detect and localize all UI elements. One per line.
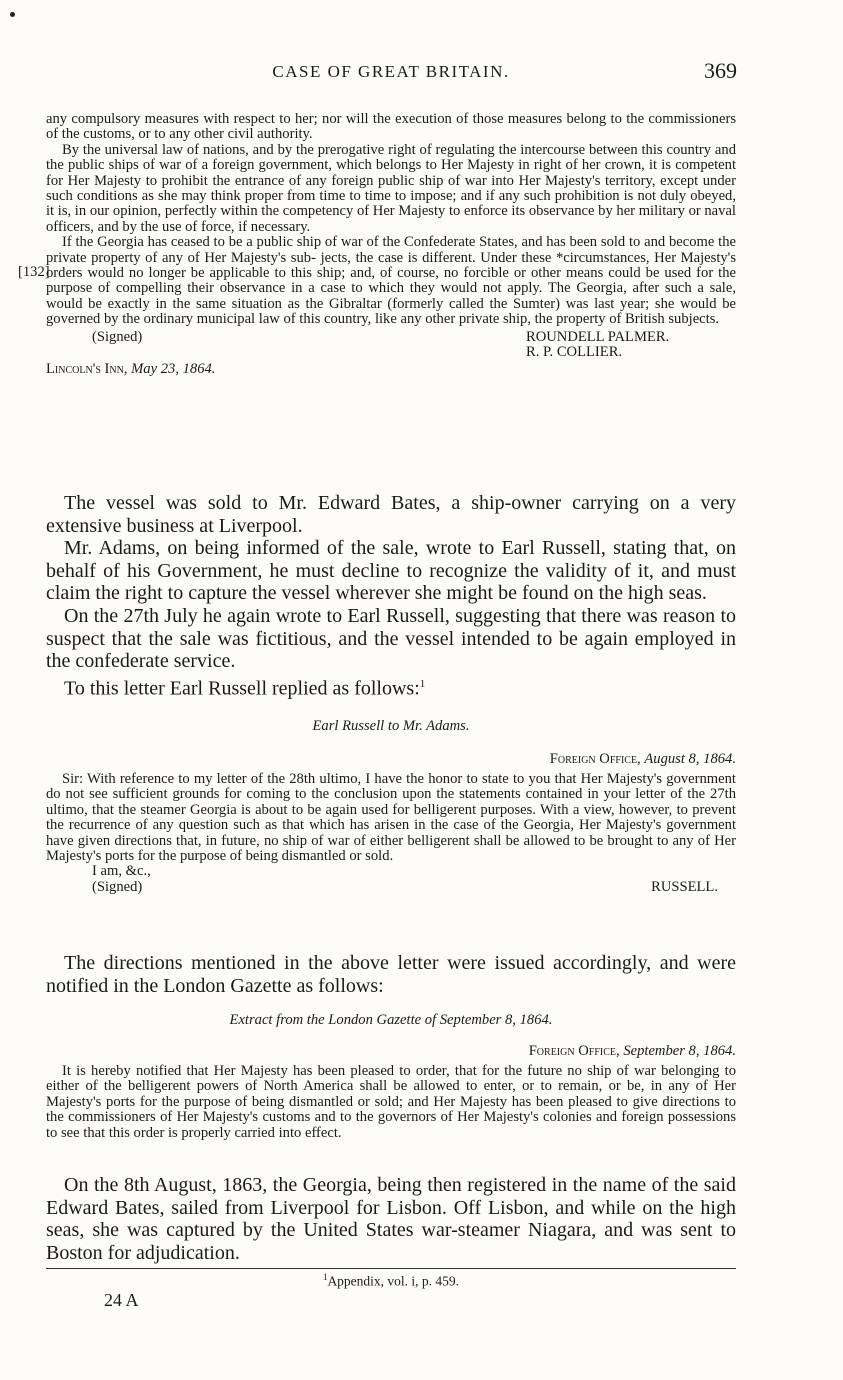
letter-closing: I am, &c.,: [92, 863, 151, 880]
opinion-block: [18, 111, 736, 377]
letter-body: Sir: With reference to my letter of the 28th ultimo, I have the honor to state to you that Her Majesty's government do not see sufficient grounds for coming to the conclusion upon the statements contained in your letter of the 27th ultimo, that the steamer Georgia is about to be again used for belligerent purposes. With a view, however, to prevent the recurrence of any question such as that which has arisen in the case of the Georgia, Her Majesty's government have given directions that, in future, no ship of war of either belligerent shall be allowed to be brought to any of Her Majesty's ports for the purpose of being dismantled or sold.: [46, 771, 736, 865]
gazette-office: Foreign Office,: [528, 1043, 620, 1059]
opinion-paragraph-2: By the universal law of nations, and by the prerogative right of regulating the intercourse between this country and the public ships of war of a foreign government, which belongs to Her Majesty in right of her crown, it is competent for Her Majesty to prohibit the entrance of any foreign public ship of war into Her Majesty's territory, except under such conditions as she may think proper from time to time to impose; and if any such prohibition is not duly obeyed, it is, in our opinion, perfectly within the competency of Her Majesty to enforce its observance by her military or naval officers, and by the use of force, if necessary.: [46, 141, 736, 235]
letter-signed-label: (Signed): [92, 878, 143, 895]
opinion-paragraph-1: any compulsory measures with respect to her; nor will the execution of those measures belong to the commissioners of the customs, or to any other civil authority.: [46, 111, 736, 143]
opinion-signature-row-2: [46, 345, 736, 360]
narrative-paragraph-4-text: To this letter Earl Russell replied as follows:: [64, 677, 420, 700]
narrative-paragraph-5: The directions mentioned in the above letter were issued accordingly, and were notified in the London Gazette as follows:: [46, 952, 736, 997]
footnote-mark: 1: [322, 1272, 328, 1282]
signature-mark: 24 A: [104, 1290, 139, 1310]
footnote-reference: 1: [419, 677, 426, 690]
gazette-heading: Extract from the London Gazette of September 8, 1864.: [229, 1012, 553, 1028]
signatory-palmer: ROUNDELL PALMER.: [526, 328, 670, 345]
narrative-paragraph-3: On the 27th July he again wrote to Earl Russell, suggesting that there was reason to suspect that the sale was fictitious, and the vessel intended to be again employed in the confederate service.: [46, 604, 736, 673]
footnote-text: Appendix, vol. i, p. 459.: [327, 1273, 460, 1289]
gazette-body: It is hereby notified that Her Majesty has been pleased to order, that for the future no ship of war belonging to either of the belligerent powers of North America shall be allowed to enter, or to remain, or be, in any of Her Majesty's ports for the purpose of being dismantled or sold; and Her Majesty has been pleased to give directions to the commissioners of Her Majesty's customs and to the governors of Her Majesty's colonies and foreign possessions to see that this order is properly carried into effect.: [46, 1063, 736, 1141]
dateline-date: May 23, 1864.: [131, 360, 216, 377]
narrative-paragraph-1: The vessel was sold to Mr. Edward Bates, a ship-owner carrying on a very extensive business at Liverpool.: [46, 492, 736, 537]
letter-block: [46, 718, 736, 895]
narrative-paragraph-2: Mr. Adams, on being informed of the sale, wrote to Earl Russell, stating that, on behalf of his Government, he must decline to recognize the validity of it, and must claim the right to capture the vessel wherever she might be found on the high seas.: [46, 537, 736, 605]
dateline-place: Lincoln's Inn,: [46, 360, 128, 377]
letter-signer: RUSSELL.: [651, 878, 718, 895]
opinion-paragraph-3b: jects, the case is different. Under these *circumstances, Her Majesty's orders would no longer be applicable to this ship; and, of course, no forcible or other means could be used for the purpose of compelling their observance in a case to which they would not apply. The Georgia, after such a sale, would be exactly in the same situation as the Gibraltar (formerly called the Sumter) was last year; she would be governed by the ordinary municipal law of this country, like any other private ship, the property of British subjects.: [46, 249, 736, 328]
footnote-rule: [46, 1268, 736, 1269]
letter-office: Foreign Office,: [549, 751, 641, 767]
narrative-paragraph-6: On the 8th August, 1863, the Georgia, being then registered in the name of the said Edward Bates, sailed from Liverpool for Lisbon. Off Lisbon, and while on the high seas, she was captured by the United States war-steamer Niagara, and was sent to Boston for adjudication.: [46, 1174, 736, 1264]
narrative-block-3: [46, 1174, 736, 1264]
signed-label: (Signed): [92, 328, 143, 345]
footnote: [46, 1272, 736, 1290]
narrative-block-2: [46, 952, 736, 997]
narrative-block: [46, 492, 736, 700]
letter-date: August 8, 1864.: [644, 751, 736, 767]
gazette-dateline: [46, 1043, 736, 1060]
letter-signature-row: [46, 880, 736, 895]
letter-dateline: [46, 751, 736, 768]
star-page-reference: [132]: [18, 264, 50, 281]
letter-heading: Earl Russell to Mr. Adams.: [312, 718, 470, 734]
signatory-collier: R. P. COLLIER.: [526, 343, 623, 360]
narrative-paragraph-4: [46, 673, 736, 700]
running-head: CASE OF GREAT BRITAIN.: [272, 62, 510, 81]
opinion-signature-row-1: [46, 330, 736, 345]
opinion-dateline: [46, 362, 736, 377]
opinion-paragraph-3a: If the Georgia has ceased to be a public ship of war of the Confederate States, and has been sold to and become the private property of any of Her Majesty's sub-: [46, 234, 736, 266]
opinion-paragraph-3: [18, 234, 736, 328]
gazette-date: September 8, 1864.: [623, 1043, 736, 1059]
page-speck: [10, 12, 15, 17]
gazette-block: [46, 1012, 736, 1141]
page-number: 369: [704, 58, 737, 83]
